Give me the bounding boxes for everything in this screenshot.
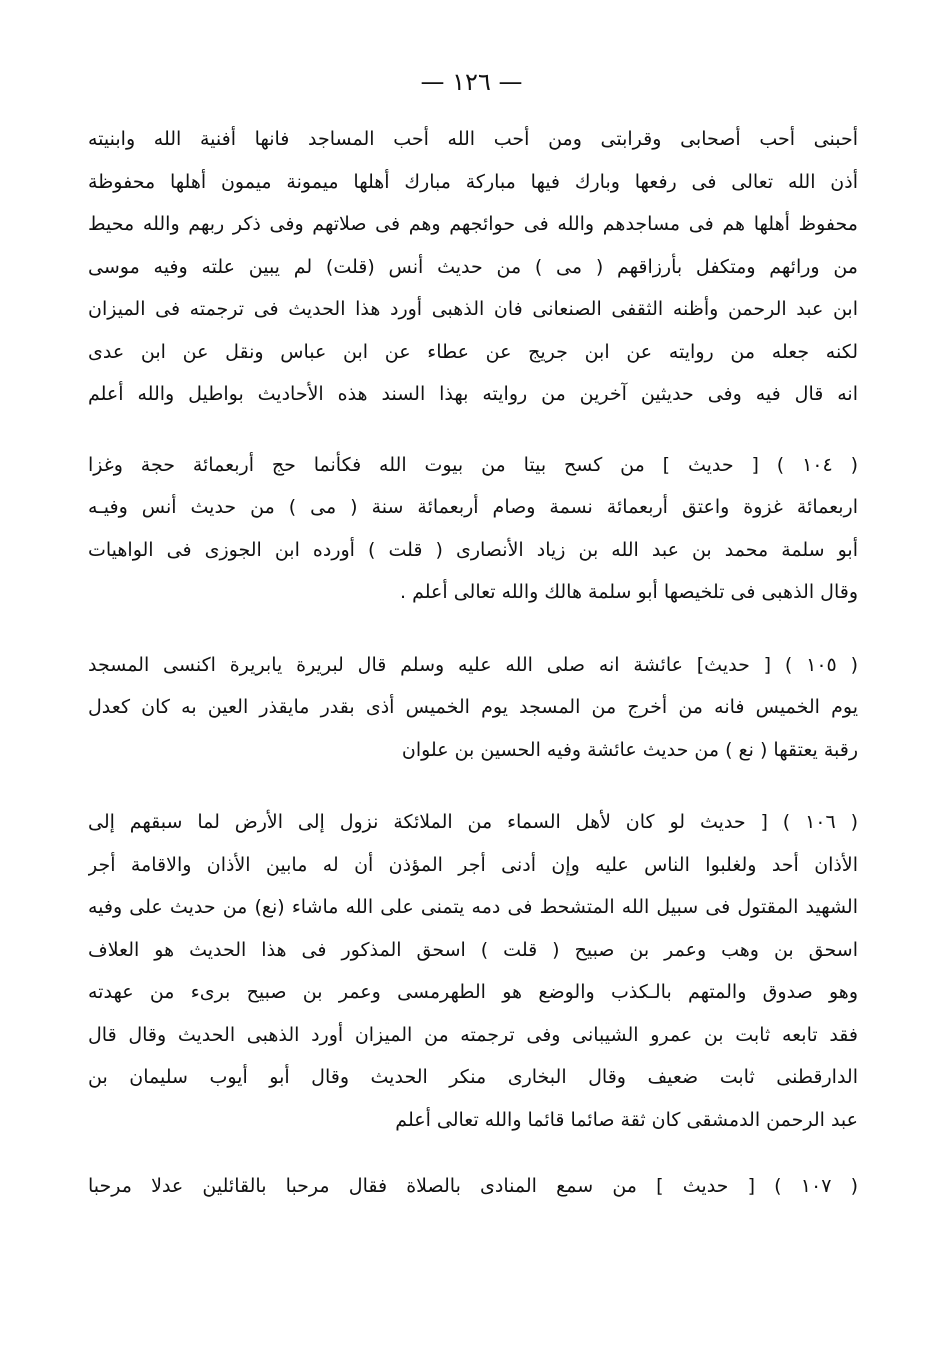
text-line: وهو صدوق والمتهم بالـكذب والوضع هو الطهرمسى وعمر بن صبيح برىء من عهدته [88,981,858,1003]
text-line: ( ١٠٥ ) [ حديث] عائشة انه صلى الله عليه وسلم قال لبريرة يابريرة اكنسى المسجد [88,653,858,676]
text-line: ( ١٠٧ ) [ حديث ] من سمع المنادى بالصلاة فقال مرحبا بالقائلين عدلا مرحبا [88,1175,858,1197]
text-line: يوم الخميس فانه من أخرج من المسجد يوم الخميس أذى بقدر مايقذر العين به كان كعدل [88,696,858,718]
text-line: انه قال فيه وفى حديثين آخرين من روايته بهذا السند هذه الأحاديث بواطيل والله أعلم [88,383,858,405]
text-line: ( ١٠٦ ) [ حديث لو كان لأهل السماء من الملائكة نزول إلى الأرض لما سبقهم إلى [88,811,858,833]
text-line: اسحق بن وهب وعمر بن صبيح ( قلت ) اسحق المذكور فى هذا الحديث هو العلاف [88,938,858,961]
paragraph-hadith-104 [88,444,858,614]
text-line: من ورائهم ومتكفل بأرزاقهم ( مى ) من حديث أنس (قلت) لم يبين علته وفيه موسى [88,255,858,278]
text-line: أذن الله تعالى فى رفعها وبارك فيها مباركة مبارك أهلها ميمونة ميمون أهلها محفوظة [88,170,858,193]
text-line: فقد تابعه ثابت بن عمرو الشيبانى وفى ترجمته من الميزان أورد الذهبى الحديث وقال قال [88,1023,858,1046]
paragraph-hadith-105 [88,644,858,772]
text-line: لكنه جعله من روايته عن ابن جريج عن عطاء عن ابن عباس ونقل عن ابن عدى [88,340,858,363]
paragraph-hadith-106 [88,801,858,1141]
text-line: ( ١٠٤ ) [ حديث ] من كسح بيتا من بيوت الله فكأنما حج أربعمائة حجة وغزا [88,453,858,476]
paragraph-hadith-107 [88,1165,858,1208]
text-line: عبد الرحمن الدمشقى كان ثقة صائما قائما والله تعالى أعلم [395,1108,858,1131]
paragraph-intro [88,118,858,416]
text-line: اربعمائة غزوة واعتق أربعمائة نسمة وصام أربعمائة سنة ( مى ) من حديث أنس وفيـه [88,496,858,518]
text-line: الشهيد المقتول فى سبيل الله المتشحط فى دمه يتمنى على الله ماشاء (نع) من حديث على وفيه [88,896,858,918]
text-line: أحبنى أحب أصحابى وقرابتى ومن أحب الله أحب المساجد فانها أفنية الله وابنيته [88,128,858,150]
text-line: ابن عبد الرحمن وأظنه الثقفى الصنعانى فان الذهبى أورد هذا الحديث فى ترجمته فى الميزان [88,298,858,320]
text-line: وقال الذهبى فى تلخيصها أبو سلمة هالك والله تعالى أعلم . [400,581,858,603]
text-line: رقبة يعتقها ( نع ) من حديث عائشة وفيه الحسين بن علوان [401,738,858,761]
text-line: محفوظ أهلها هم فى مساجدهم والله فى حوائجهم وهم فى صلاتهم وفى ذكر ربهم والله محيط [88,213,858,235]
text-line: الأذان أحد ولغلبوا الناس عليه وإن أدنى أجر المؤذن أن له مابين الأذان والاقامة أجر [88,853,858,876]
page-number: — ١٢٦ — [420,68,523,96]
text-line: الدارقطنى ثابت ضعيف وقال البخارى منكر الحديث وقال أبو أيوب سليمان بن [88,1066,858,1088]
page-text [88,118,858,1208]
text-line: أبو سلمة محمد بن عبد الله بن زياد الأنصارى ( قلت ) أورده ابن الجوزى فى الواهيات [88,538,858,561]
